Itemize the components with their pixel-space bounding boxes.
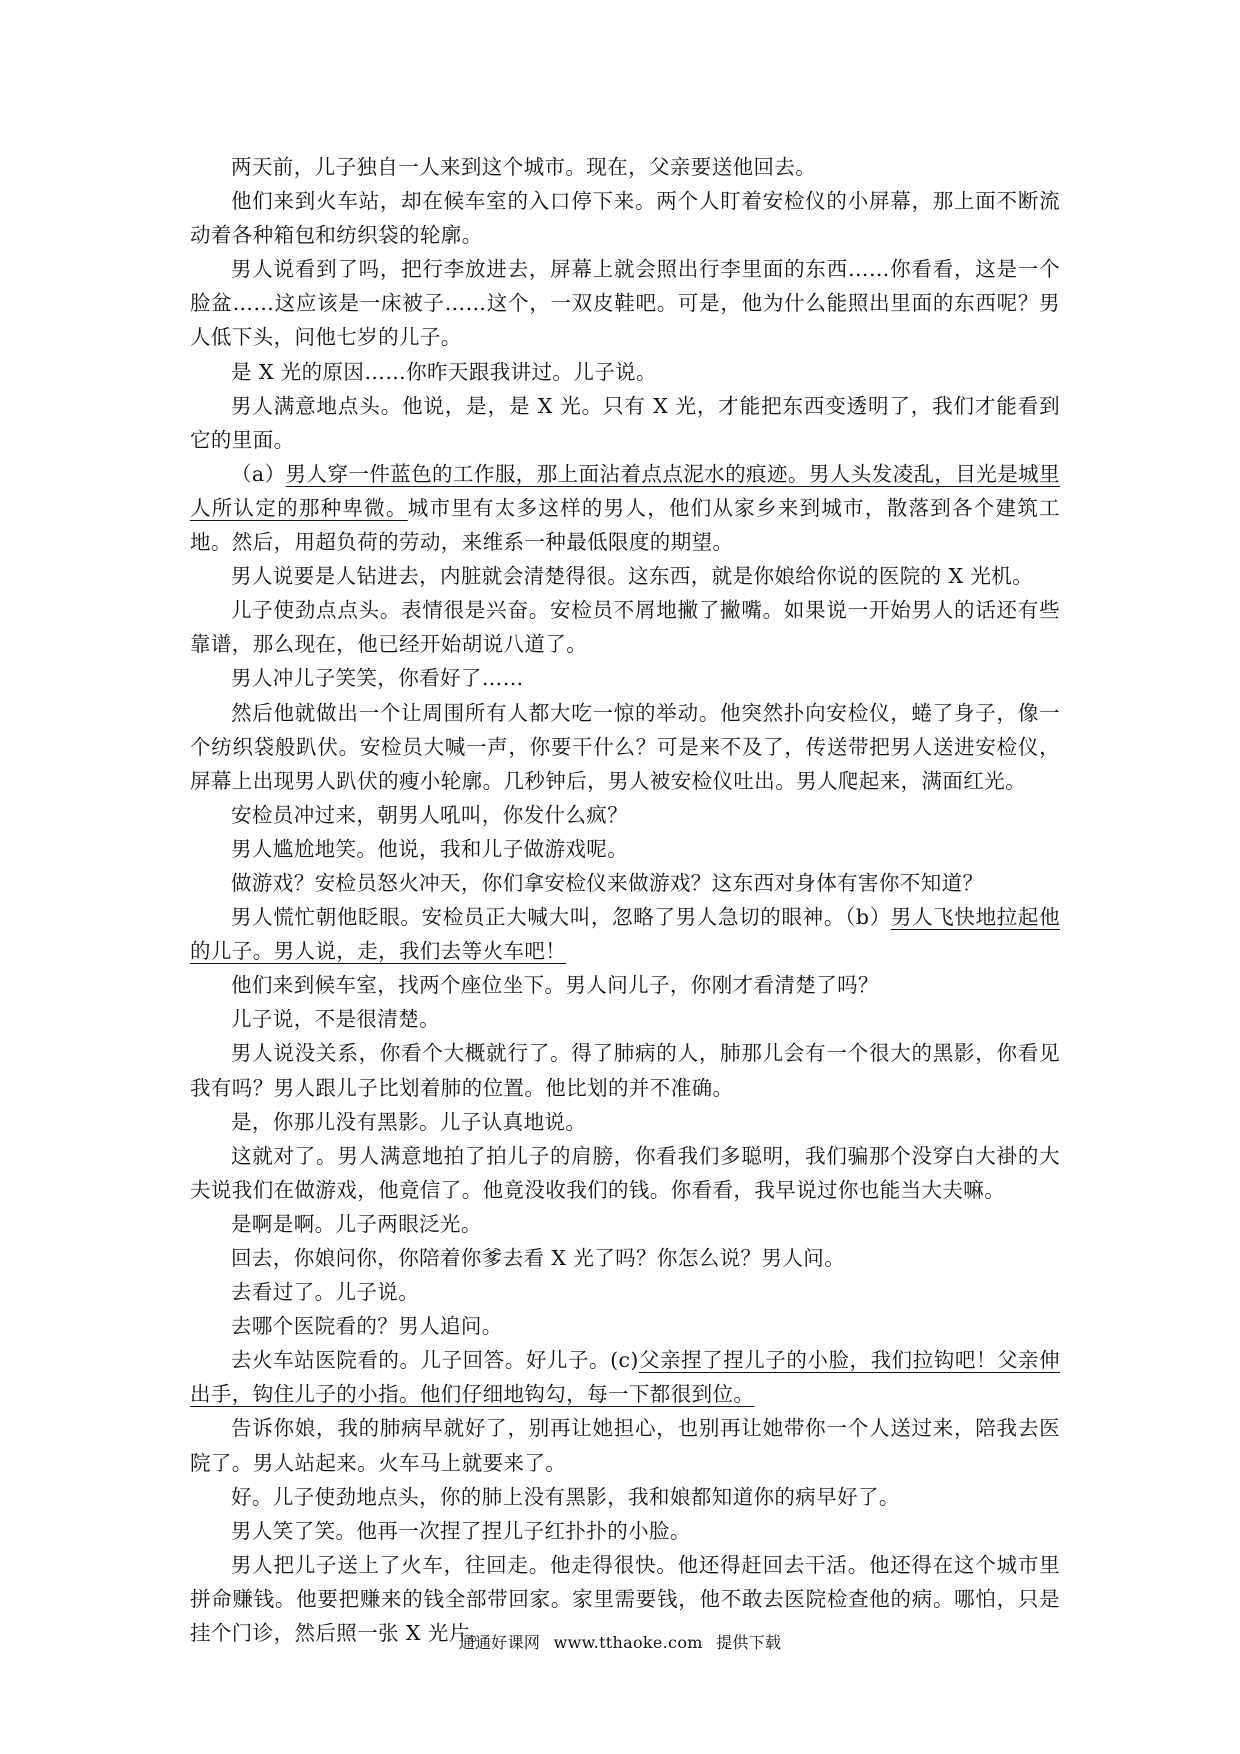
story-text [190,150,1060,1650]
paragraph [190,389,1060,457]
paragraph [190,457,1060,559]
paragraph [190,1002,1060,1036]
paragraph [190,798,1060,832]
underlined-passage: 男人穿一件蓝色的工作服，那上面沾着点点泥水的痕迹。男人头发凌乱，目光是城里人所认定的那种卑微。 [190,461,1060,520]
paragraph [190,1207,1060,1241]
text-run: 然后他就做出一个让周围所有人都大吃一惊的举动。他突然扑向安检仪，蜷了身子，像一个纺织袋般趴伏。安检员大喊一声，你要干什么？可是来不及了，传送带把男人送进安检仪，屏幕上出现男人趴伏的瘦小轮廓。几秒钟后，男人被安检仪吐出。男人爬起来，满面红光。 [190,700,1060,793]
paragraph [190,968,1060,1002]
paragraph [190,1309,1060,1343]
text-run: 男人把儿子送上了火车，往回走。他走得很快。他还得赶回去干活。他还得在这个城市里拼命赚钱。他要把赚来的钱全部带回家。家里需要钱，他不敢去医院检查他的病。哪怕，只是挂个门诊，然后照一张 X 光片。 [190,1552,1060,1646]
paragraph [190,696,1060,798]
paragraph [190,355,1060,389]
paragraph [190,1275,1060,1309]
text-run: 去火车站医院看的。儿子回答。好儿子。(c) [231,1348,639,1373]
text-run: （a） [231,461,286,486]
text-run: 男人尴尬地笑。他说，我和儿子做游戏呢。 [231,836,629,861]
text-run: 做游戏？安检员怒火冲天，你们拿安检仪来做游戏？这东西对身体有害你不知道？ [231,870,984,895]
text-run: 城市里有太多这样的男人，他们从家乡来到城市，散落到各个建筑工地。然后，用超负荷的劳动，来维系一种最低限度的期望。 [190,495,1060,555]
paragraph [190,559,1060,593]
text-run: 男人笑了笑。他再一次捏了捏儿子红扑扑的小脸。 [231,1518,691,1543]
footer-note: 提供下载 [716,1633,782,1652]
text-run: 儿子使劲点点头。表情很是兴奋。安检员不屑地撇了撇嘴。如果说一开始男人的话还有些靠谱，那么现在，他已经开始胡说八道了。 [190,598,1060,657]
paragraph [190,150,1060,184]
paragraph [190,593,1060,661]
text-run: 两天前，儿子独自一人来到这个城市。现在，父亲要送他回去。 [231,155,817,179]
text-run: 告诉你娘，我的肺病早就好了，别再让她担心，也别再让她带你一个人送过来，陪我去医院了。男人站起来。火车马上就要来了。 [190,1416,1060,1475]
paragraph [190,1241,1060,1275]
text-run: 这就对了。男人满意地拍了拍儿子的肩膀，你看我们多聪明，我们骗那个没穿白大褂的大夫说我们在做游戏，他竟信了。他竟没收我们的钱。你看看，我早说过你也能当大夫嘛。 [190,1143,1060,1202]
text-run: 安检员冲过来，朝男人吼叫，你发什么疯？ [231,802,629,827]
text-run: 男人说没关系，你看个大概就行了。得了肺病的人，肺那儿会有一个很大的黑影，你看见我有吗？男人跟儿子比划着肺的位置。他比划的并不准确。 [190,1041,1060,1100]
paragraph [190,1036,1060,1104]
paragraph [190,184,1060,252]
text-run: 好。儿子使劲地点头，你的肺上没有黑影，我和娘都知道你的病早好了。 [231,1484,900,1509]
paragraph [190,661,1060,695]
paragraph [190,832,1060,866]
footer [0,1630,1240,1653]
paragraph [190,1514,1060,1548]
footer-site-name: 通通好课网 [458,1633,541,1652]
text-run: 儿子说，不是很清楚。 [231,1007,440,1032]
text-run: 男人冲儿子笑笑，你看好了…… [231,666,524,691]
paragraph [190,1343,1060,1411]
paragraph [190,1480,1060,1514]
text-run: 男人说看到了吗，把行李放进去，屏幕上就会照出行李里面的东西……你看看，这是一个脸盆……这应该是一床被子……这个，一双皮鞋吧。可是，他为什么能照出里面的东西呢？男人低下头，问他七岁的儿子。 [190,257,1060,350]
text-run: 去哪个医院看的？男人追问。 [231,1314,503,1339]
text-run: 是啊是啊。儿子两眼泛光。 [231,1211,482,1236]
text-run: 他们来到候车室，找两个座位坐下。男人问儿子，你刚才看清楚了吗？ [231,973,879,998]
text-run: 男人满意地点头。他说，是，是 X 光。只有 X 光，才能把东西变透明了，我们才能看到它的里面。 [190,393,1060,452]
text-run: 男人慌忙朝他眨眼。安检员正大喊大叫，忽略了男人急切的眼神。（b） [231,905,891,930]
paragraph [190,1105,1060,1139]
text-run: 回去，你娘问你，你陪着你爹去看 X 光了吗？你怎么说？男人问。 [231,1246,846,1270]
underlined-passage: 父亲捏了捏儿子的小脸，我们拉钩吧！父亲伸出手，钩住儿子的小指。他们仔细地钩勾，每一下都很到位。 [190,1348,1060,1407]
underlined-passage: 男人飞快地拉起他的儿子。男人说，走，我们去等火车吧！ [190,905,1060,964]
text-run: 是，你那儿没有黑影。儿子认真地说。 [231,1109,587,1134]
paragraph [190,252,1060,354]
paragraph [190,900,1060,968]
text-run: 是 X 光的原因……你昨天跟我讲过。儿子说。 [231,359,657,384]
text-run: 他们来到火车站，却在候车室的入口停下来。两个人盯着安检仪的小屏幕，那上面不断流动着各种箱包和纺织袋的轮廓。 [190,189,1060,248]
text-run: 男人说要是人钻进去，内脏就会清楚得很。这东西，就是你娘给你说的医院的 X 光机。 [231,564,1034,589]
paragraph [190,866,1060,900]
paragraph [190,1139,1060,1207]
text-run: 去看过了。儿子说。 [231,1280,420,1305]
footer-url[interactable]: www.tthaoke.com [553,1633,703,1652]
paragraph [190,1411,1060,1479]
